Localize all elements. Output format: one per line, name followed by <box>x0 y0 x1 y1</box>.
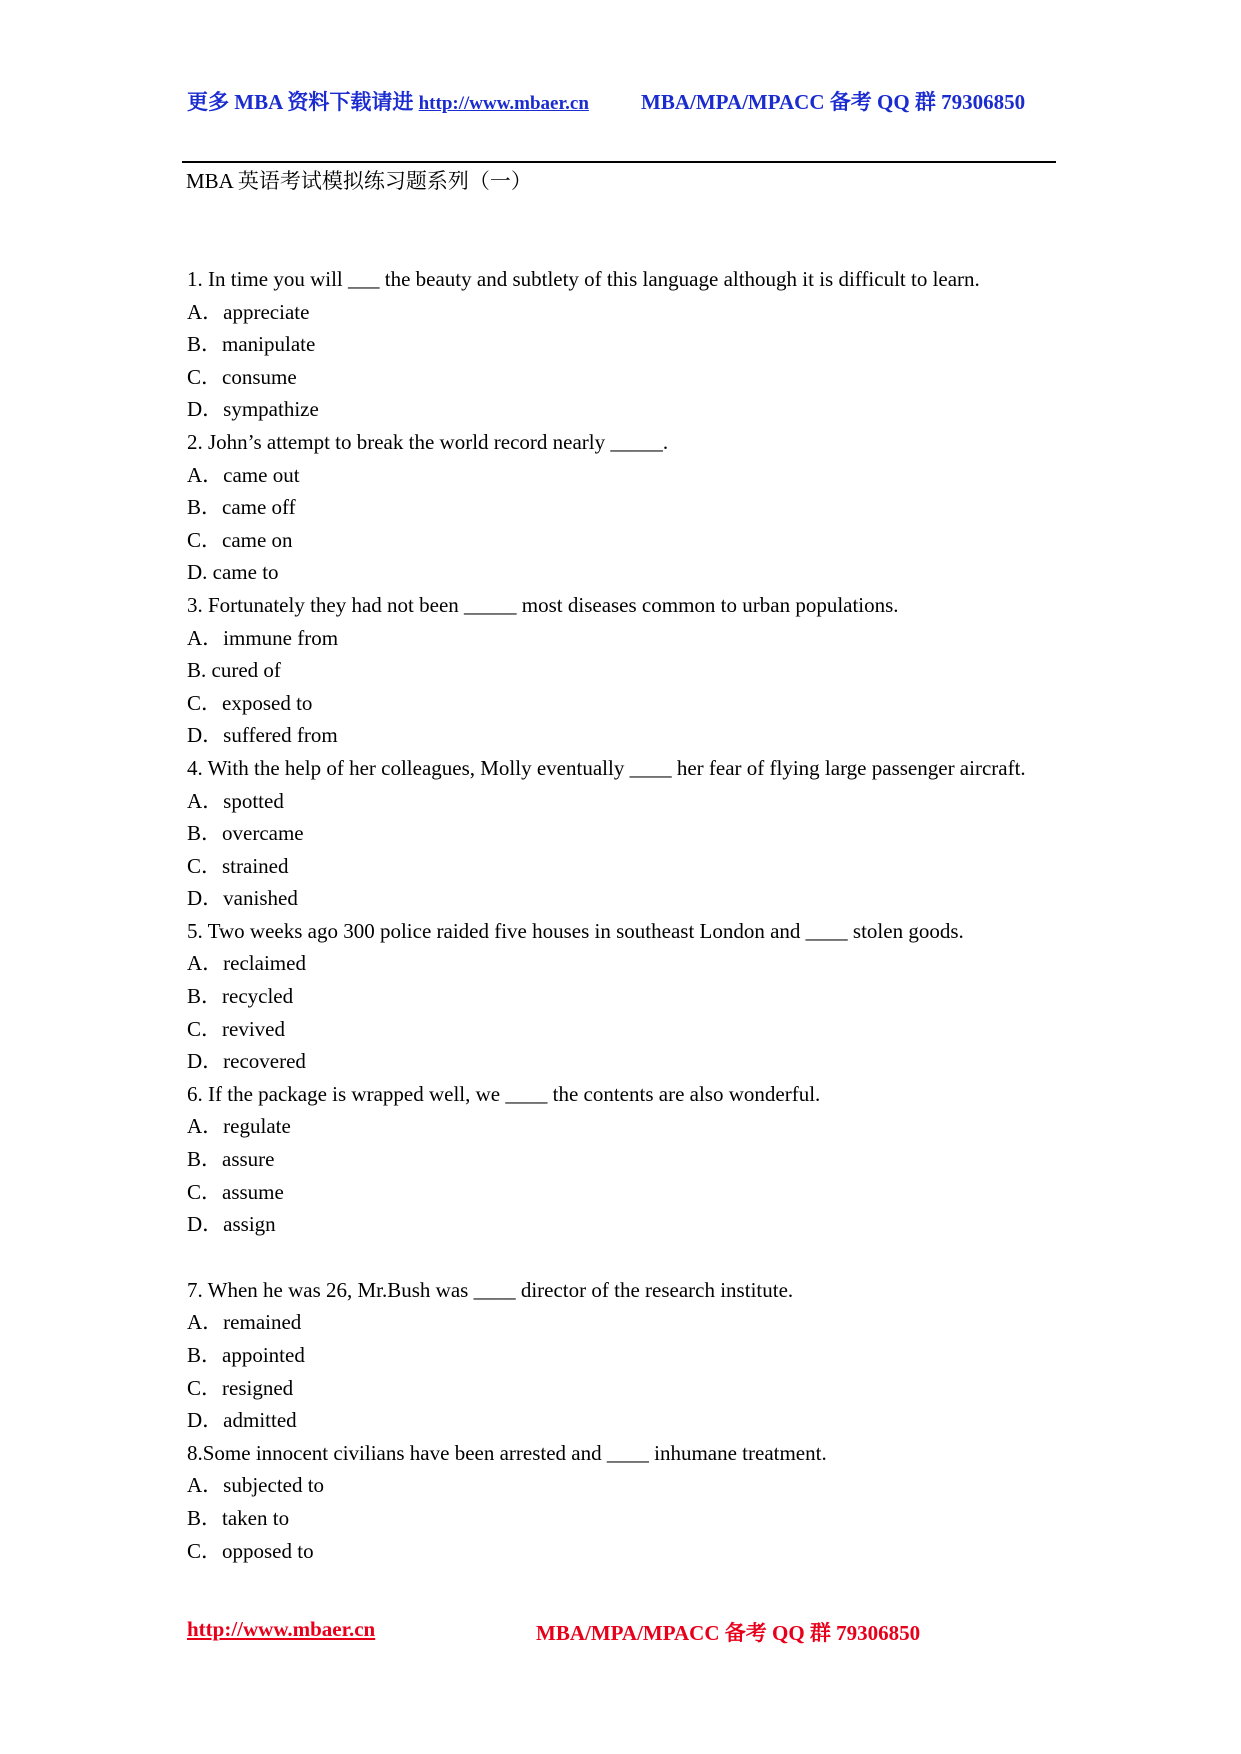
question-block <box>187 752 1049 915</box>
question-text: 8.Some innocent civilians have been arrested and ____ inhumane treatment. <box>187 1440 827 1465</box>
answer-option: B．manipulate <box>187 332 316 357</box>
answer-option: B．assure <box>187 1147 275 1172</box>
answer-option: D. came to <box>187 560 279 585</box>
answer-option: C．strained <box>187 853 289 878</box>
answer-option: B．taken to <box>187 1505 290 1530</box>
answer-option: D．assign <box>187 1212 276 1237</box>
answer-option: D．admitted <box>187 1408 297 1433</box>
answer-option: A．reclaimed <box>187 951 306 976</box>
document-title: MBA 英语考试模拟练习题系列（一） <box>186 169 532 193</box>
header-left <box>187 86 589 116</box>
answer-option: B. cured of <box>187 658 281 683</box>
question-block <box>187 1274 1049 1437</box>
answer-option: A．appreciate <box>187 299 310 324</box>
question-text: 6. If the package is wrapped well, we ____ the contents are also wonderful. <box>187 1081 821 1106</box>
answer-option: C．resigned <box>187 1375 294 1400</box>
answer-option: B．recycled <box>187 984 294 1009</box>
answer-option: C．assume <box>187 1179 284 1204</box>
answer-option: A．regulate <box>187 1114 291 1139</box>
question-text: 7. When he was 26, Mr.Bush was ____ director of the research institute. <box>187 1277 794 1302</box>
header-divider <box>182 161 1056 163</box>
question-block <box>187 1437 1049 1567</box>
question-text: 3. Fortunately they had not been _____ most diseases common to urban populations. <box>187 592 899 617</box>
question-text: 1. In time you will ___ the beauty and subtlety of this language although it is difficult to learn. <box>187 267 980 291</box>
footer-link[interactable]: http://www.mbaer.cn <box>187 1617 376 1641</box>
question-text: 2. John’s attempt to break the world record nearly _____. <box>187 429 669 454</box>
question-block <box>187 589 1049 752</box>
blank-line <box>187 1241 1049 1274</box>
answer-option: C．came on <box>187 527 293 552</box>
page-footer <box>187 1617 987 1651</box>
answer-option: D．suffered from <box>187 723 338 748</box>
answer-option: D．sympathize <box>187 397 319 422</box>
answer-option: A．spotted <box>187 788 284 813</box>
header-link[interactable]: http://www.mbaer.cn <box>418 93 589 114</box>
question-text: 4. With the help of her colleagues, Molly eventually ____ her fear of flying large passenger aircraft. <box>187 755 1026 780</box>
answer-option: A．came out <box>187 462 300 487</box>
answer-option: C．consume <box>187 364 297 389</box>
question-block <box>187 915 1049 1078</box>
header-qq-group: MBA/MPA/MPACC 备考 QQ 群 79306850 <box>641 90 1026 114</box>
answer-option: B．came off <box>187 495 296 520</box>
answer-option: A．immune from <box>187 625 339 650</box>
answer-option: D．recovered <box>187 1049 306 1074</box>
question-list <box>187 263 1049 1567</box>
answer-option: B．appointed <box>187 1343 305 1367</box>
answer-option: A．remained <box>187 1310 302 1335</box>
answer-option: B．overcame <box>187 821 304 846</box>
question-block <box>187 263 1049 426</box>
answer-option: C．exposed to <box>187 690 313 715</box>
answer-option: C．revived <box>187 1016 285 1041</box>
question-block <box>187 1078 1049 1241</box>
question-text: 5. Two weeks ago 300 police raided five houses in southeast London and ____ stolen goods. <box>187 918 964 943</box>
header-prefix-text: 更多 MBA 资料下载请进 <box>187 90 419 114</box>
question-block <box>187 426 1049 589</box>
answer-option: A．subjected to <box>187 1473 325 1498</box>
answer-option: C．opposed to <box>187 1538 314 1563</box>
page-header <box>187 86 1057 126</box>
answer-option: D．vanished <box>187 886 298 911</box>
footer-qq-group: MBA/MPA/MPACC 备考 QQ 群 79306850 <box>536 1621 921 1645</box>
